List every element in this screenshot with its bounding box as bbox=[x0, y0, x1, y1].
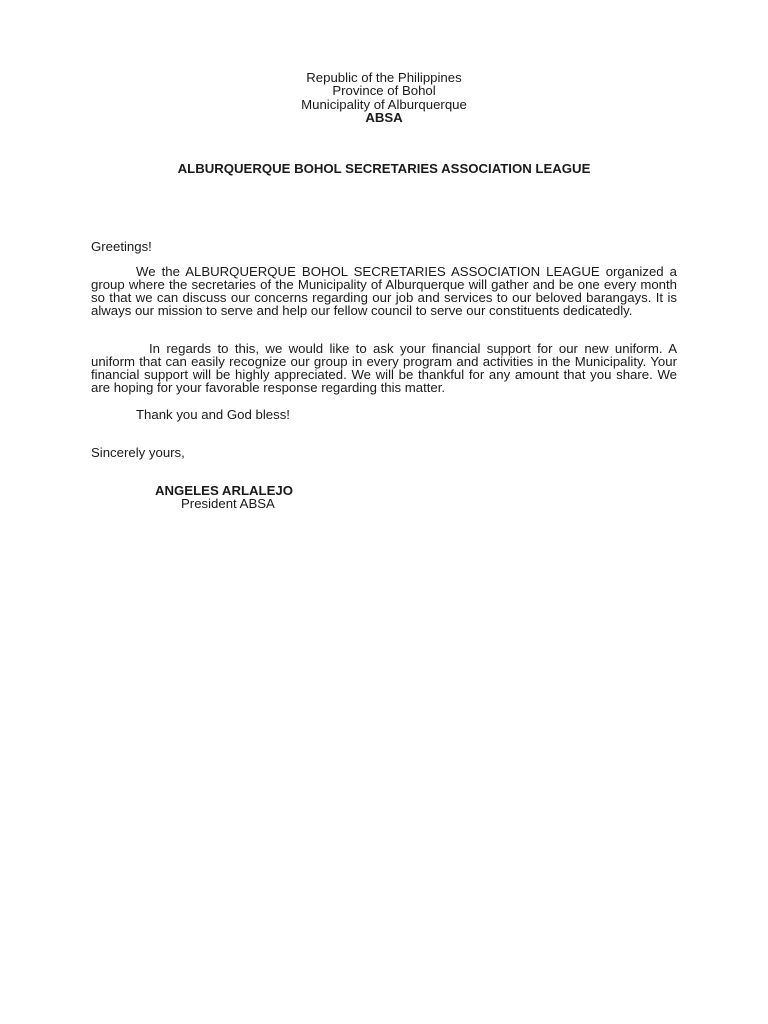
signer-name: ANGELES ARLALEJO bbox=[155, 483, 293, 498]
letterhead bbox=[0, 71, 768, 124]
body-paragraph-2: In regards to this, we would like to ask your financial support for our new uniform. A uniform that can easily recognize our group in every program and activities in the Municipality. Your financial support will be highly appreciated. We will be thankful for any amount that you share. We are hoping for your favorable response regarding this matter. bbox=[91, 341, 677, 396]
letterhead-country: Republic of the Philippines bbox=[306, 70, 462, 85]
letterhead-municipality: Municipality of Alburquerque bbox=[301, 96, 467, 112]
letterhead-org-acronym: ABSA bbox=[365, 109, 403, 125]
signer-position: President ABSA bbox=[181, 496, 275, 511]
closing-salutation: Sincerely yours, bbox=[91, 445, 185, 460]
body-paragraph-1: We the ALBURQUERQUE BOHOL SECRETARIES ASSOCIATION LEAGUE organized a group where the secretaries of the Municipality of Alburquerque will gather and be one every month so that we can discuss our concerns regarding our job and services to our beloved barangays. It is always our mission to serve and help our fellow council to serve our constituents dedicatedly. bbox=[91, 264, 677, 319]
greeting: Greetings! bbox=[91, 239, 152, 254]
letter-title: ALBURQUERQUE BOHOL SECRETARIES ASSOCIATION LEAGUE bbox=[177, 161, 591, 176]
letterhead-province: Province of Bohol bbox=[332, 83, 436, 99]
thanks-line: Thank you and God bless! bbox=[136, 407, 290, 422]
